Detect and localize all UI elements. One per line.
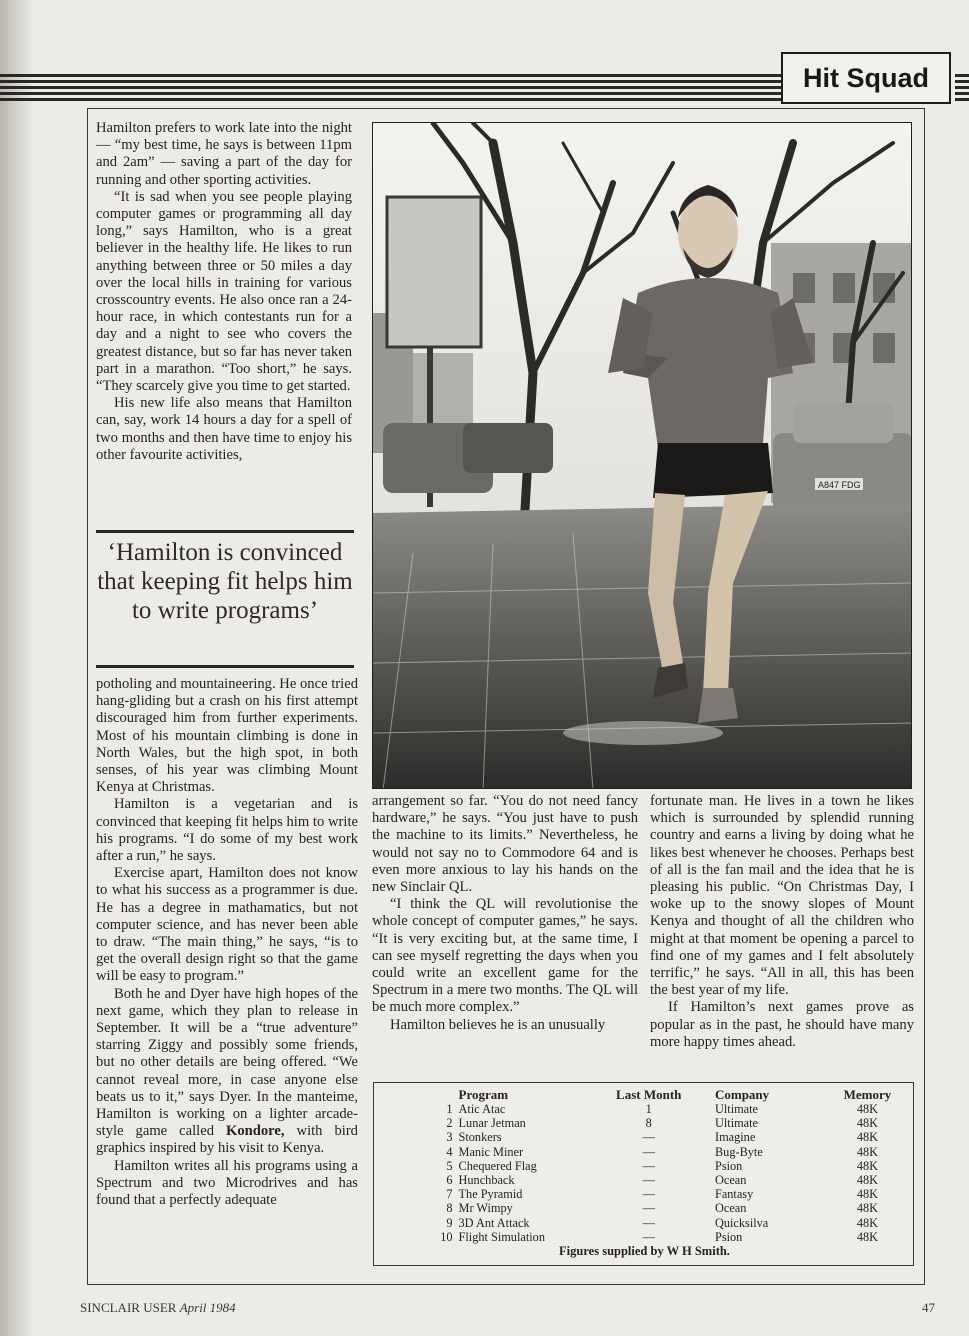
chart-rank: 7 bbox=[446, 1187, 453, 1202]
article-column-1-top bbox=[96, 120, 352, 528]
chart-memory: 48K bbox=[856, 1201, 879, 1216]
chart-company: Bug-Byte bbox=[714, 1144, 763, 1159]
chart-company: Quicksilva bbox=[714, 1215, 769, 1230]
article-column-1-bottom bbox=[96, 676, 358, 1268]
footer-magazine: SINCLAIR USER bbox=[80, 1300, 177, 1315]
chart-last-month: — bbox=[642, 1229, 655, 1244]
chart-last-month: — bbox=[642, 1144, 655, 1159]
chart-memory: 48K bbox=[856, 1229, 879, 1244]
chart-company: Ultimate bbox=[714, 1102, 759, 1116]
chart-company: Ocean bbox=[714, 1173, 747, 1188]
paragraph: “It is sad when you see people playing computer games or programming all day long,” says Hamilton, who is a great believer in the healthy life. He likes to run anything between three or 50 miles a day over the local hills in training for various crosscountry events. He also once ran a 24-hour race, in which contestants run for a day and a night to see who covers the greatest distance, but so far has never taken part in a marathon. “Too short,” he says. “They scarcely give you time to get started. bbox=[96, 188, 352, 395]
photo-runner bbox=[372, 122, 912, 789]
chart-rank: 3 bbox=[446, 1130, 453, 1145]
header-memory: Memory bbox=[843, 1087, 892, 1102]
chart-program: Atic Atac bbox=[458, 1102, 506, 1116]
chart-body bbox=[374, 1102, 915, 1244]
paragraph: If Hamilton’s next games prove as popular as in the past, he should have many more happy times ahead. bbox=[650, 999, 914, 1050]
paragraph-text: Both he and Dyer have high hopes of the next game, which they plan to release in September. It will be a “true adventure” starring Ziggy and possibly some friends, but no other details are being offered. “We cannot reveal more, in case anyone else beats us to it,” says Dyer. In the manteime, Hamilton is working on a lighter arcade-style game called bbox=[96, 985, 358, 1140]
chart-last-month: — bbox=[642, 1158, 655, 1173]
pull-quote-rule-bottom bbox=[96, 665, 354, 668]
chart-row bbox=[374, 1159, 915, 1173]
chart-rank: 10 bbox=[440, 1229, 453, 1244]
car-plate-text: A847 FDG bbox=[818, 480, 861, 490]
header-rank bbox=[374, 1087, 459, 1102]
paragraph: His new life also means that Hamilton can, say, work 14 hours a day for a spell of two months and then have time to enjoy his other favourite activities, bbox=[96, 395, 352, 463]
header-rule-lines-right bbox=[955, 74, 969, 104]
paragraph: arrangement so far. “You do not need fancy hardware,” he says. “You just have to push the machine to its limits.” Nevertheless, he would not say no to Commodore 64 and is even more anxious to lay his hands on the new Sinclair QL. bbox=[372, 793, 638, 896]
chart-last-month: — bbox=[642, 1201, 655, 1216]
chart-last-month: 8 bbox=[645, 1116, 652, 1131]
photo-illustration bbox=[373, 123, 912, 789]
chart-memory: 48K bbox=[856, 1158, 879, 1173]
footer-masthead bbox=[80, 1300, 236, 1316]
section-tag: Hit Squad bbox=[781, 52, 951, 104]
chart-row bbox=[374, 1116, 915, 1130]
page-number: 47 bbox=[922, 1300, 935, 1315]
chart-company: Psion bbox=[714, 1229, 743, 1244]
chart-program: 3D Ant Attack bbox=[458, 1215, 530, 1230]
chart-rank: 4 bbox=[446, 1144, 453, 1159]
header-rule-lines bbox=[0, 74, 790, 104]
chart-company: Ultimate bbox=[714, 1116, 759, 1131]
chart-program: Chequered Flag bbox=[458, 1158, 537, 1173]
pull-quote: ‘Hamilton is convinced that keeping fit helps him to write programs’ bbox=[97, 539, 353, 624]
chart-memory: 48K bbox=[856, 1102, 879, 1116]
chart-row bbox=[374, 1173, 915, 1187]
chart-program: Manic Miner bbox=[458, 1144, 524, 1159]
chart-row bbox=[374, 1102, 915, 1116]
chart-company: Imagine bbox=[714, 1130, 756, 1145]
chart-rank: 9 bbox=[446, 1215, 453, 1230]
chart-row bbox=[374, 1230, 915, 1244]
paragraph: Hamilton writes all his programs using a Spectrum and two Microdrives and has found that a perfectly adequate bbox=[96, 1157, 358, 1209]
chart-source-note: Figures supplied by W H Smith. bbox=[559, 1244, 730, 1258]
header-program: Program bbox=[458, 1087, 509, 1102]
header-last-month: Last Month bbox=[616, 1087, 682, 1102]
chart-program: Flight Simulation bbox=[458, 1229, 545, 1244]
chart-program: Mr Wimpy bbox=[458, 1201, 513, 1216]
chart-memory: 48K bbox=[856, 1116, 879, 1131]
paragraph: Hamilton prefers to work late into the night — “my best time, he says is between 11pm and 2am” — saving a part of the day for running and other sporting activities. bbox=[96, 120, 352, 188]
game-title-bold: Kondore, bbox=[226, 1123, 285, 1140]
chart-memory: 48K bbox=[856, 1215, 879, 1230]
chart-header-row bbox=[374, 1087, 915, 1102]
paragraph: potholing and mountaineering. He once tried hang-gliding but a crash on his first attempt discouraged him from further experiments. Most of his mountain climbing is done in North Wales, but the high spot, in both senses, of his year was climbing Mount Kenya at Christmas. bbox=[96, 676, 358, 796]
article-column-3 bbox=[650, 793, 914, 1080]
page-spine-shadow bbox=[0, 0, 34, 1336]
chart-rank: 6 bbox=[446, 1173, 453, 1188]
chart-last-month: — bbox=[642, 1173, 655, 1188]
chart-rank: 2 bbox=[446, 1116, 453, 1131]
paragraph bbox=[96, 986, 358, 1158]
paragraph: fortunate man. He lives in a town he likes which is surrounded by splendid running country and earns a living by doing what he likes best whenever he chooses. Perhaps best of all is the fan mail and the idea that he is pleasing his public. “On Christmas Day, I woke up to the snowy slopes of Mount Kenya and thought of all the children who might at that moment be opening a parcel to find one of my games and I felt absolutely terrific,” he says. “All in all, this has been the best year of my life. bbox=[650, 793, 914, 999]
chart-row bbox=[374, 1130, 915, 1144]
chart-rank: 8 bbox=[446, 1201, 453, 1216]
chart-rank: 1 bbox=[446, 1102, 453, 1116]
chart-last-month: 1 bbox=[645, 1102, 652, 1116]
chart-row bbox=[374, 1187, 915, 1201]
chart-program: Stonkers bbox=[458, 1130, 502, 1145]
chart-row bbox=[374, 1216, 915, 1230]
chart-row bbox=[374, 1145, 915, 1159]
chart-memory: 48K bbox=[856, 1187, 879, 1202]
chart-last-month: — bbox=[642, 1215, 655, 1230]
chart-memory: 48K bbox=[856, 1173, 879, 1188]
paragraph: Hamilton believes he is an unusually bbox=[390, 1016, 606, 1033]
chart-rank: 5 bbox=[446, 1158, 453, 1173]
chart-row bbox=[374, 1201, 915, 1215]
paragraph-text: with bird graphics inspired by his visit to Kenya. bbox=[96, 1123, 358, 1157]
top-ten-chart bbox=[373, 1082, 914, 1266]
chart-program: Lunar Jetman bbox=[458, 1116, 526, 1131]
header-company: Company bbox=[714, 1087, 770, 1102]
chart-memory: 48K bbox=[856, 1130, 879, 1145]
footer-issue: April 1984 bbox=[179, 1300, 236, 1315]
article-column-2 bbox=[372, 793, 638, 1080]
chart-last-month: — bbox=[642, 1187, 655, 1202]
paragraph: Exercise apart, Hamilton does not know to what his success as a programmer is due. He has a degree in mathamatics, but not computer science, and has never been able to draw. “The main thing,” he says, “is to get the overall design right so that the game will be easy to program.” bbox=[96, 865, 358, 985]
pull-quote-rule-top bbox=[96, 530, 354, 533]
paragraph: Hamilton is a vegetarian and is convinced that keeping fit helps him to write his programs. “I do some of my best work after a run,” he says. bbox=[96, 796, 358, 865]
chart-last-month: — bbox=[642, 1130, 655, 1145]
chart-memory: 48K bbox=[856, 1144, 879, 1159]
chart-program: Hunchback bbox=[458, 1173, 515, 1188]
paragraph: “I think the QL will revolutionise the whole concept of computer games,” he says. “It is very exciting but, at the same time, I can see myself regretting the days when you could write an excellent game for the Spectrum in a mere two months. The QL will be much more complex.” bbox=[372, 896, 638, 1016]
chart-company: Fantasy bbox=[714, 1187, 754, 1202]
chart-company: Ocean bbox=[714, 1201, 747, 1216]
chart-table bbox=[374, 1087, 915, 1244]
chart-program: The Pyramid bbox=[458, 1187, 523, 1202]
chart-company: Psion bbox=[714, 1158, 743, 1173]
